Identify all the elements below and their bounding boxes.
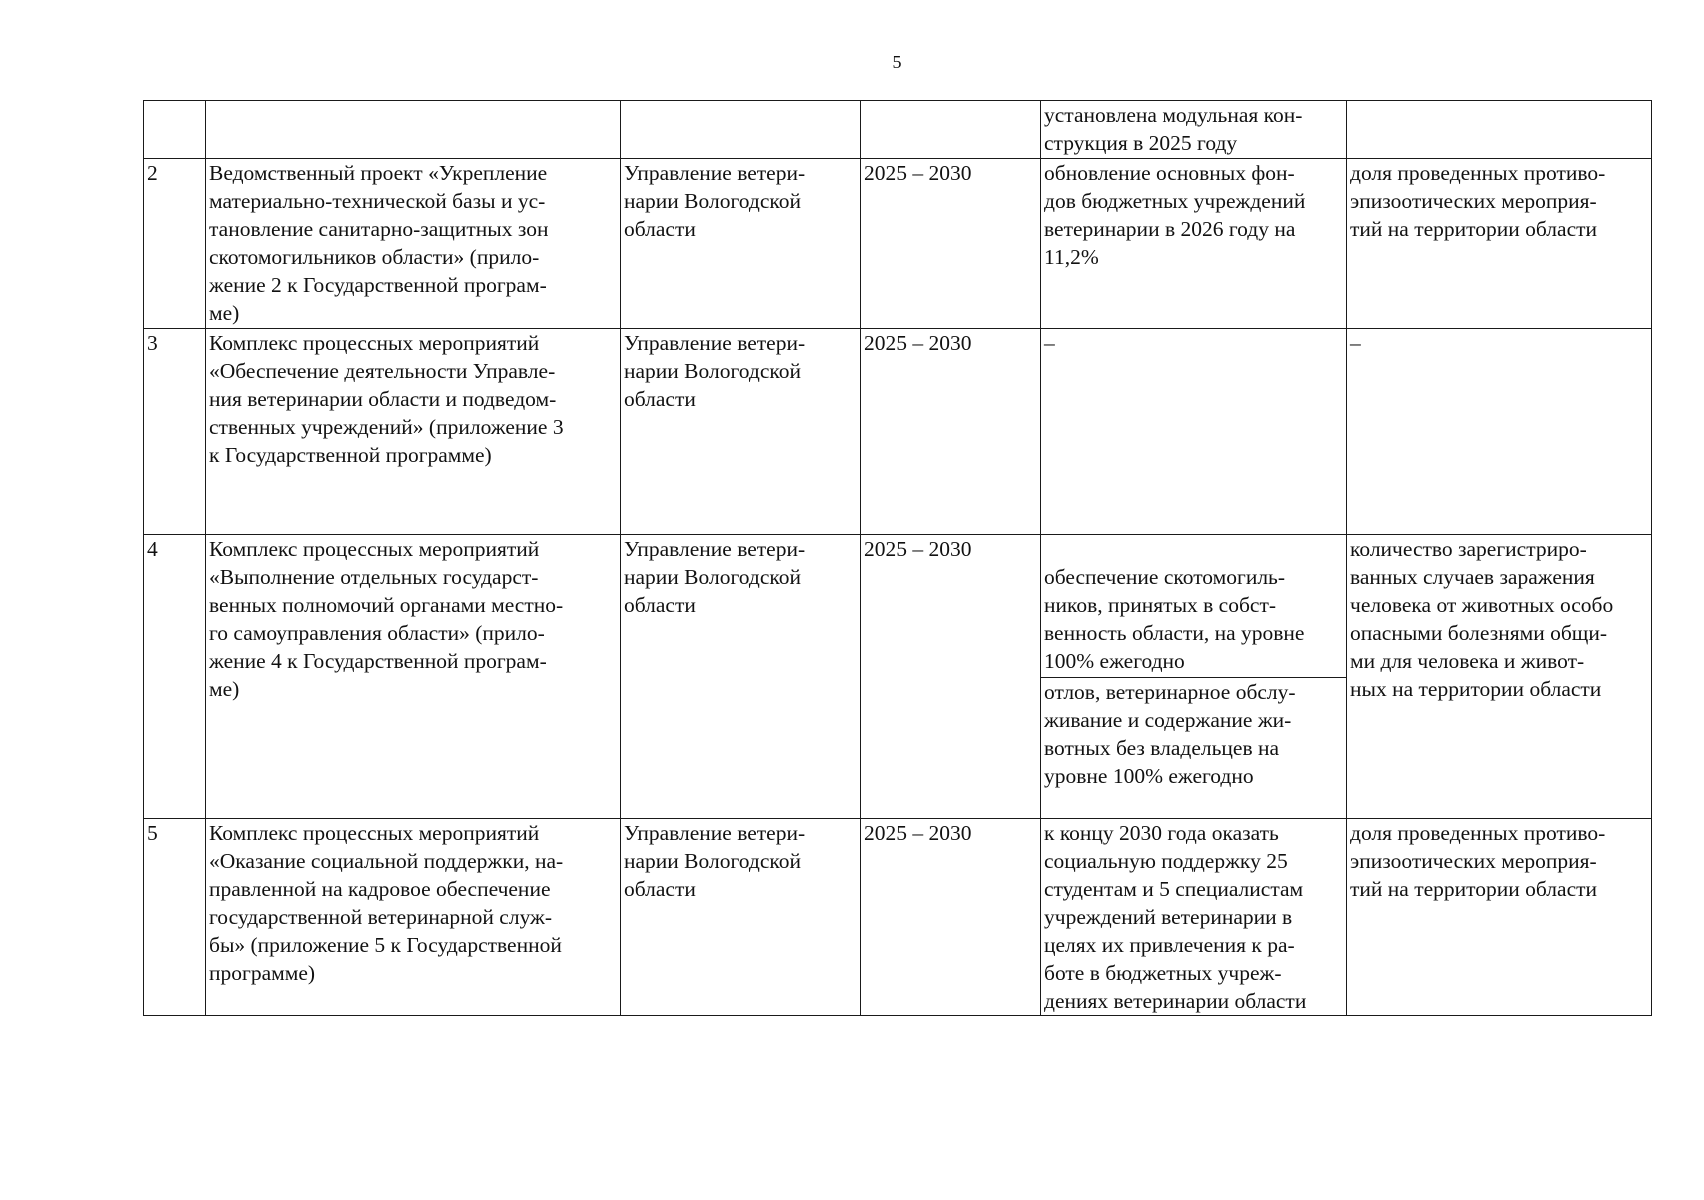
related-indicator: количество зарегистриро- ванных случаев заражения человека от животных особо опасными болезнями общи- ми для человека и живот- ных на территории области <box>1347 535 1652 819</box>
element-name <box>206 101 621 159</box>
table-row <box>144 535 1652 819</box>
responsible-executor: Управление ветери- нарии Вологодской области <box>621 159 861 329</box>
expected-result-part: отлов, ветеринарное обслу- живание и содержание жи- вотных без владельцев на уровне 100% ежегодно <box>1041 677 1346 790</box>
page-number: 5 <box>892 52 902 72</box>
expected-result: обновление основных фон- дов бюджетных учреждений ветеринарии в 2026 году на 11,2% <box>1041 159 1347 329</box>
related-indicator <box>1347 101 1652 159</box>
table-row <box>144 819 1652 1016</box>
row-number <box>144 101 206 159</box>
table-row <box>144 159 1652 329</box>
expected-result: – <box>1041 329 1347 535</box>
expected-result-part: обеспечение скотомогиль- ников, принятых в собст- венность области, на уровне 100% ежегодно <box>1044 565 1305 673</box>
element-name: Комплекс процессных мероприятий «Оказание социальной поддержки, на- правленной на кадровое обеспечение государственной ветеринарной служ- бы» (приложение 5 к Государственной программе) <box>206 819 621 1016</box>
responsible-executor: Управление ветери- нарии Вологодской области <box>621 535 861 819</box>
element-name: Комплекс процессных мероприятий «Выполнение отдельных государст- венных полномочий органами местно- го самоуправления области» (прило- жение 4 к Государственной програм- ме) <box>206 535 621 819</box>
table-row <box>144 101 1652 159</box>
responsible-executor: Управление ветери- нарии Вологодской области <box>621 819 861 1016</box>
program-structure-table <box>143 100 1652 1016</box>
table-row <box>144 329 1652 535</box>
related-indicator: доля проведенных противо- эпизоотических мероприя- тий на территории области <box>1347 159 1652 329</box>
element-name: Комплекс процессных мероприятий «Обеспечение деятельности Управле- ния ветеринарии области и подведом- ственных учреждений» (приложение 3 к Государственной программе) <box>206 329 621 535</box>
row-number: 4 <box>144 535 206 819</box>
row-number: 5 <box>144 819 206 1016</box>
responsible-executor: Управление ветери- нарии Вологодской области <box>621 329 861 535</box>
expected-result: к концу 2030 года оказать социальную поддержку 25 студентам и 5 специалистам учреждений ветеринарии в целях их привлечения к ра- боте в бюджетных учреж- дениях ветеринарии области <box>1041 819 1347 1016</box>
expected-result: установлена модульная кон- струкция в 2025 году <box>1041 101 1347 159</box>
responsible-executor <box>621 101 861 159</box>
related-indicator: – <box>1347 329 1652 535</box>
implementation-period <box>861 101 1041 159</box>
row-number: 3 <box>144 329 206 535</box>
implementation-period: 2025 – 2030 <box>861 329 1041 535</box>
element-name: Ведомственный проект «Укрепление материально-технической базы и ус- тановление санитарно-защитных зон скотомогильников области» (прило- жение 2 к Государственной програм- ме) <box>206 159 621 329</box>
row-number: 2 <box>144 159 206 329</box>
expected-result <box>1041 535 1347 819</box>
implementation-period: 2025 – 2030 <box>861 159 1041 329</box>
implementation-period: 2025 – 2030 <box>861 535 1041 819</box>
implementation-period: 2025 – 2030 <box>861 819 1041 1016</box>
related-indicator: доля проведенных противо- эпизоотических мероприя- тий на территории области <box>1347 819 1652 1016</box>
